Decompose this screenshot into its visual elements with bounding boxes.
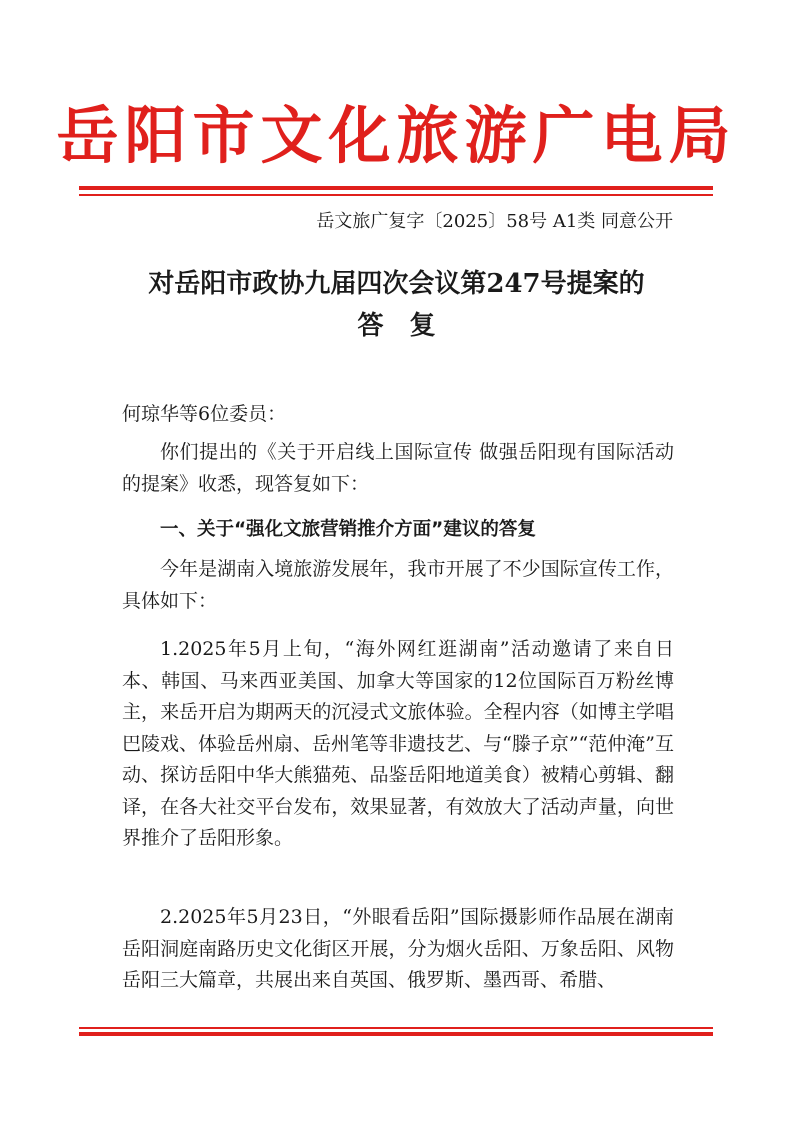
section-heading-1: 一、关于“强化文旅营销推介方面”建议的答复: [160, 519, 536, 540]
paragraph-item-2: 2.2025年5月23日，“外眼看岳阳”国际摄影师作品展在湖南岳阳洞庭南路历史文化街区开展，分为烟火岳阳、万象岳阳、风物岳阳三大篇章，共展出来自英国、俄罗斯、墨西哥、希腊、: [122, 906, 674, 991]
masthead-rule-thick: [79, 186, 713, 190]
masthead-title: 岳阳市文化旅游广电局: [56, 99, 737, 172]
footer-rule-thick: [79, 1032, 713, 1036]
footer-rule-thin: [79, 1027, 713, 1029]
document-title-line-1: 对岳阳市政协九届四次会议第247号提案的: [148, 269, 645, 299]
paragraph-overview: 今年是湖南入境旅游发展年，我市开展了不少国际宣传工作，具体如下：: [122, 558, 674, 612]
paragraph-item-1: 1.2025年5月上旬，“海外网红逛湖南”活动邀请了来自日本、韩国、马来西亚美国、加拿大等国家的12位国际百万粉丝博主，来岳开启为期两天的沉浸式文旅体验。全程内容（如博主学唱巴陵戏、体验岳州扇、岳州笔等非遗技艺、与“滕子京”“范仲淹”互动、探访岳阳中华大熊猫苑、品鉴岳阳地道美食）被精心剪辑、翻译，在各大社交平台发布，效果显著，有效放大了活动声量，向世界推介了岳阳形象。: [122, 638, 674, 849]
paragraph-intro: 你们提出的《关于开启线上国际宣传 做强岳阳现有国际活动的提案》收悉，现答复如下：: [122, 441, 674, 495]
document-title-line-2: 答复: [357, 311, 462, 341]
salutation: 何琼华等6位委员：: [122, 403, 287, 425]
masthead-rule-thin: [79, 194, 713, 196]
document-number: 岳文旅广复字〔2025〕58号 A1类 同意公开: [316, 211, 673, 232]
